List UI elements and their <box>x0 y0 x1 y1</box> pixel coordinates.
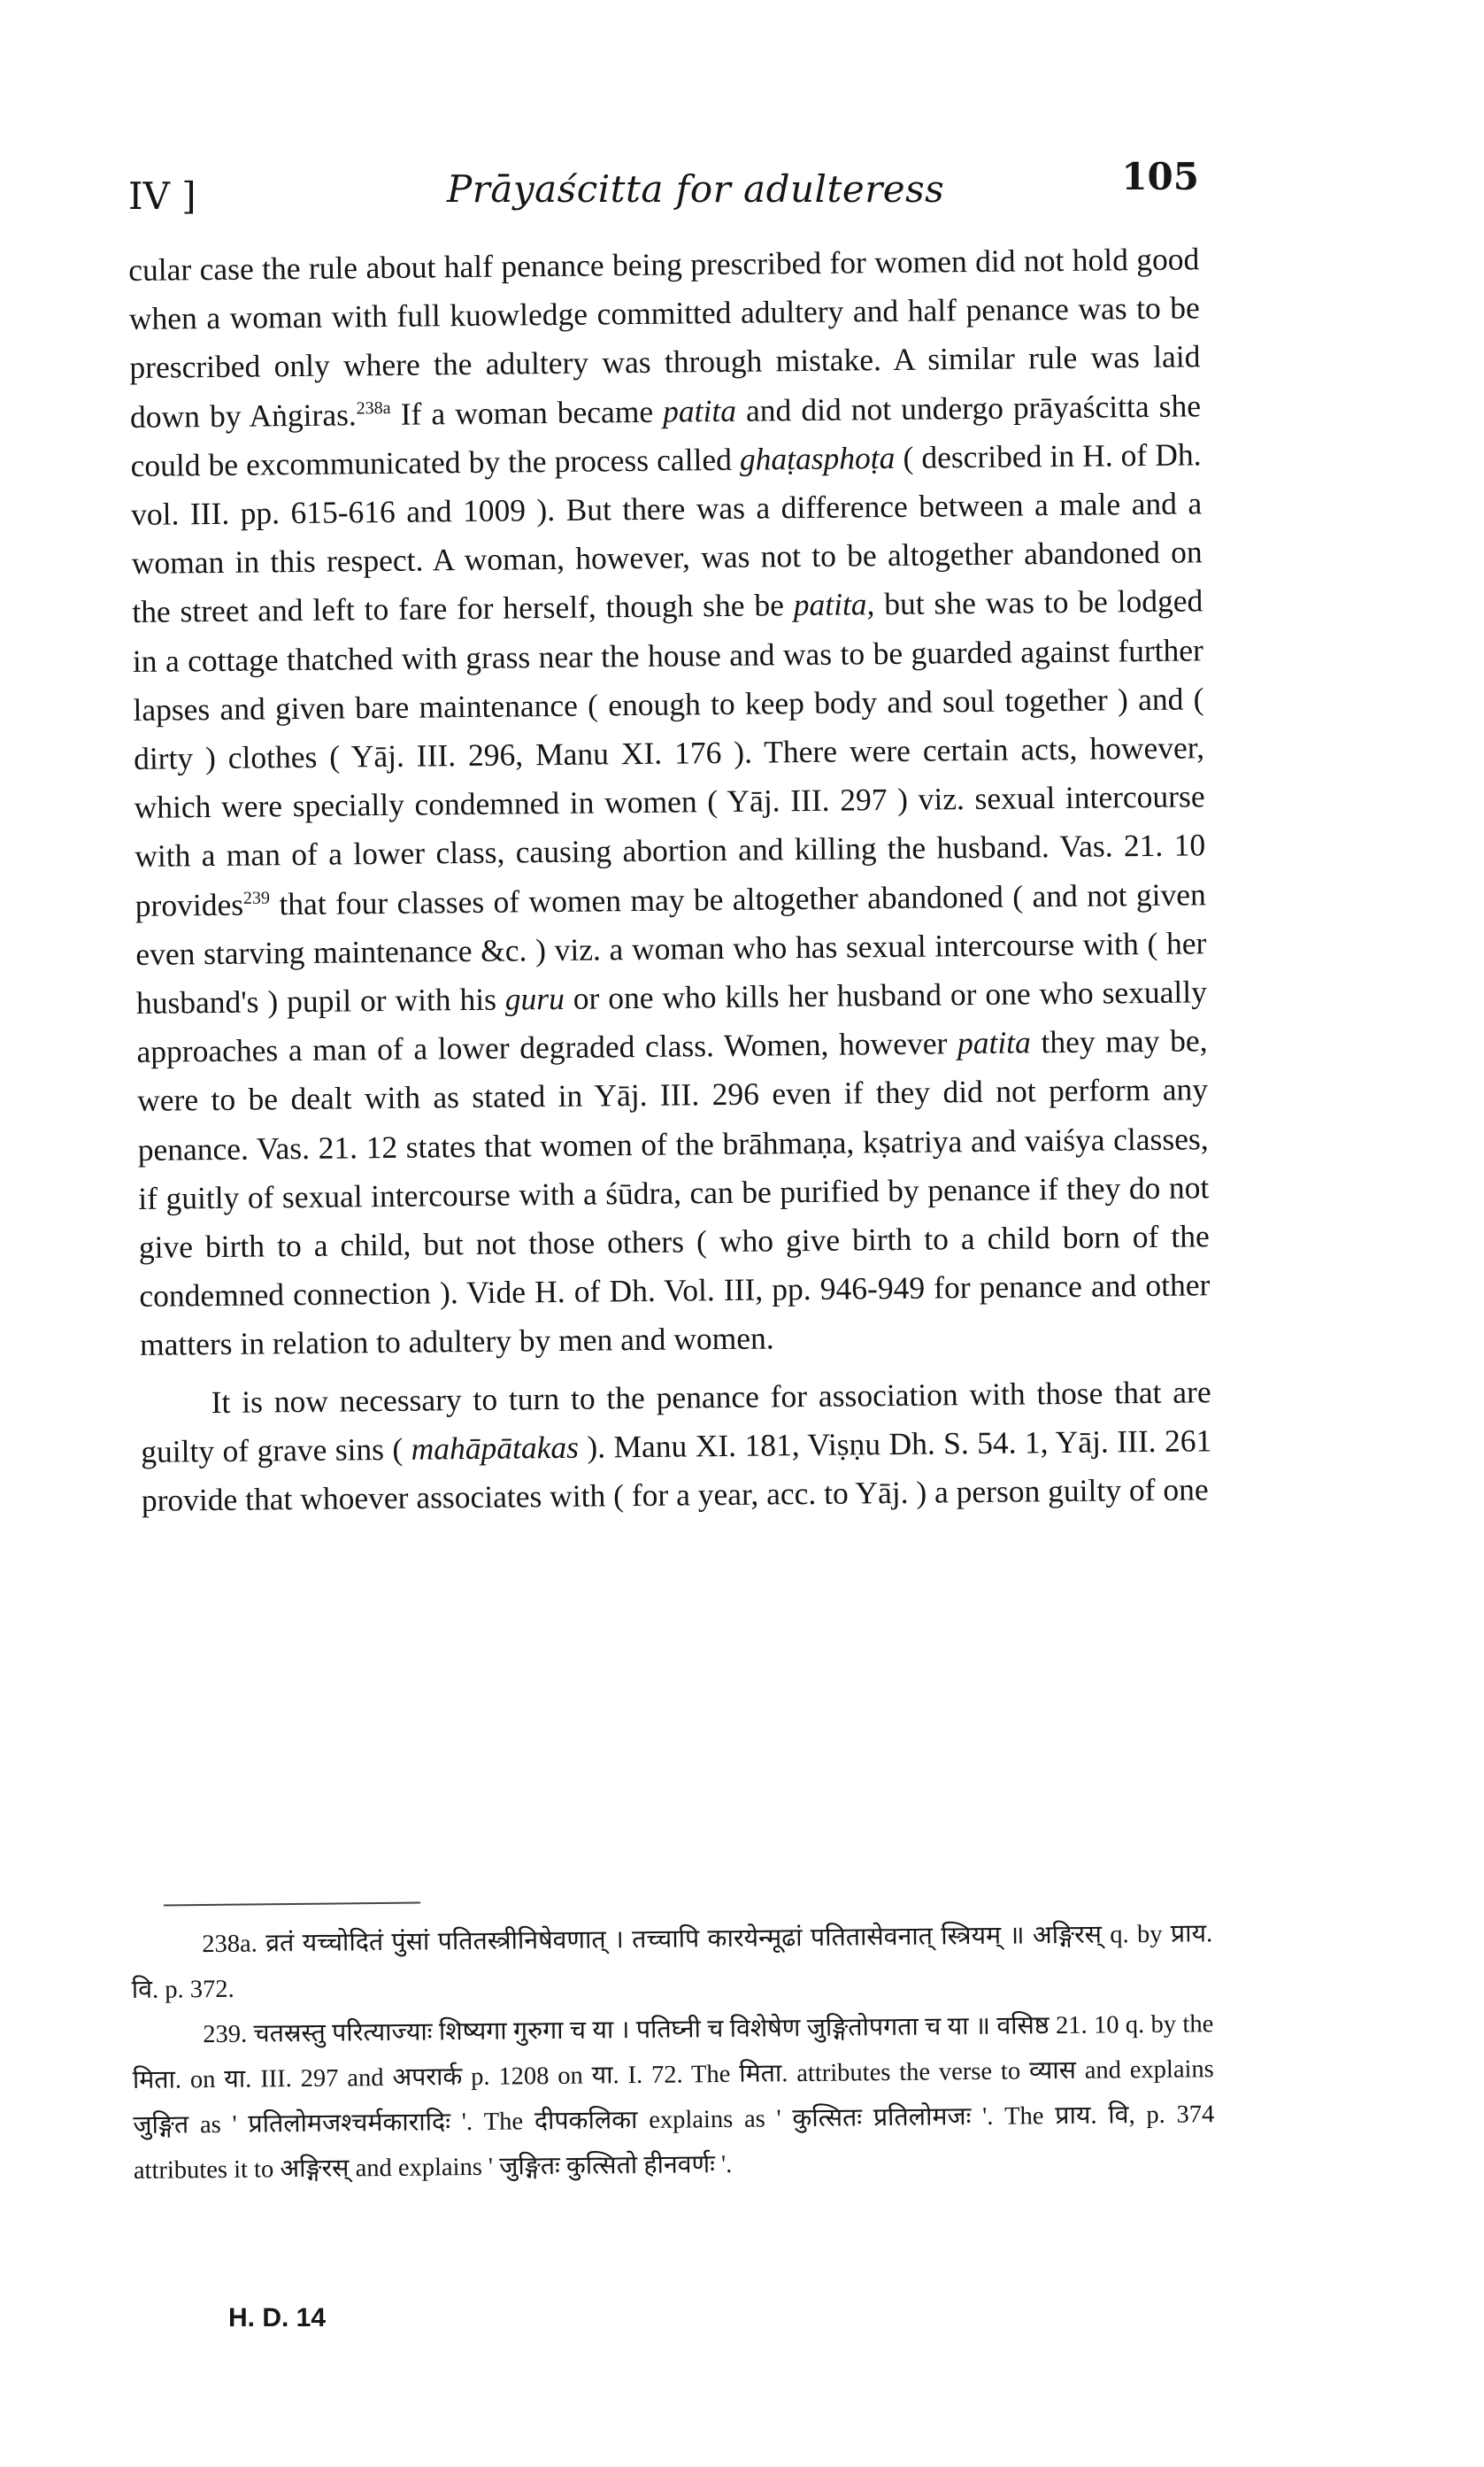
running-header <box>128 155 1199 226</box>
term-guru: guru <box>504 980 565 1017</box>
footnotes <box>131 1911 1215 2193</box>
footnote-ref-239: 239 <box>242 888 271 908</box>
footnote-239: 239. चतस्रस्तु परित्याज्याः शिष्यगा गुरुगा च या । पतिघ्नी च विशेषेण जुङ्गितोपगता च या ॥ वसिष्ठ 21. 10 q. by the मिता. on या. III. 297 and अपरार्क p. 1208 on या. I. 72. The मिता. attributes the verse to व्यास and explains जुङ्गित as ' प्रतिलोमजश्चर्मकारादिः '. The दीपकलिका explains as ' कुत्सितः प्रतिलोमजः '. The प्राय. वि, p. 374 attributes it to अङ्गिरस् and explains ' जुङ्गितः कुत्सितो हीनवर्णः '. <box>132 2010 1215 2185</box>
term-patita: patita, <box>793 586 875 623</box>
paragraph-2: It is now necessary to turn to the penance for association with those that are guilty of grave sins ( mahāpātakas ). Manu XI. 181, Viṣṇu Dh. S. 54. 1, Yāj. III. 261 provide that whoever associates with ( for a year, acc. to Yāj. ) a person guilty of one <box>141 1373 1212 1518</box>
signature-mark: H. D. 14 <box>228 2303 327 2332</box>
term-ghatasphota: ghaṭasphoṭa <box>739 439 896 477</box>
running-title: Prāyaścitta for adulteress <box>447 167 945 211</box>
body-text <box>128 235 1212 1525</box>
paragraph-1: cular case the rule about half penance being prescribed for women did not hold good when a woman with full kuowledge committed adultery and half penance was to be prescribed only where the adultery was through mistake. A similar rule was laid down by Aṅgiras.$^{238a}$ If a woman became patita and did not undergo prāyaścitta she could be excommunicated by the process called ghaṭasphoṭa ( described in H. of Dh. vol. III. pp. 615-616 and 1009 ). But there was a difference between a male and a woman in this respect. A woman, however, was not to be altogether abandoned on the street and left to fare for herself, though she be patita, but she was to be lodged in a cottage thatched with grass near the house and was to be guarded against further lapses and given bare maintenance ( enough to keep body and soul together ) and ( dirty ) clothes ( Yāj. III. 296, Manu XI. 176 ). There were certain acts, however, which were specially condemned in women ( Yāj. III. 297 ) viz. sexual intercourse with a man of a lower class, causing abortion and killing the husband. Vas. 21. 10 provides$^{239}$ that four classes of women may be altogether abandoned ( and not given even starving maintenance &c. ) viz. a woman who has sexual intercourse with ( her husband's ) pupil or with his guru or one who kills her husband or one who sexually approaches a man of a lower degraded class. Women, however patita they may be, were to be dealt with as stated in Yāj. III. 296 even if they did not perform any penance. Vas. 21. 12 states that women of the brāhmaṇa, kṣatriya and vaiśya classes, if guitly of sexual intercourse with a śūdra, can be purified by penance if they do not give birth to a child, but not those others ( who give birth to a child born of the condemned connection ). Vide H. of Dh. Vol. III, pp. 946-949 for penance and other matters in relation to adultery by men and women. <box>128 241 1211 1363</box>
footnote-divider <box>164 1901 420 1906</box>
term-mahapatakas: mahāpātakas <box>411 1429 580 1467</box>
footnote-238a: 238a. व्रतं यच्चोदितं पुंसां पतितस्त्रीनिषेवणात् । तच्चापि कारयेन्मूढां पतितासेवनात् स्त्रियम् ॥ अङ्गिरस् q. by प्राय. वि. p. 372. <box>131 1920 1213 2004</box>
section-marker: IV ] <box>128 174 196 218</box>
footnote-ref-238a: 238a <box>356 397 391 419</box>
term-patita: patita <box>662 392 737 429</box>
term-patita: patita <box>957 1024 1032 1061</box>
page-number: 105 <box>1121 155 1199 198</box>
